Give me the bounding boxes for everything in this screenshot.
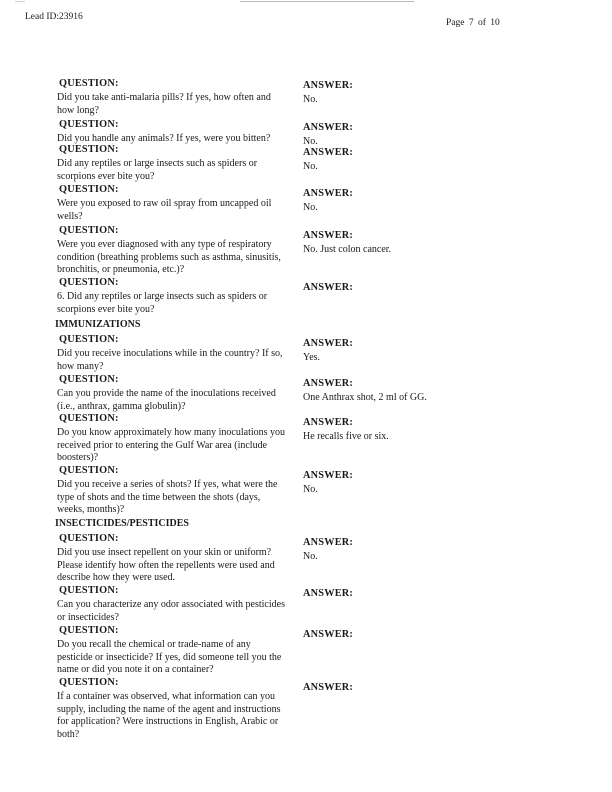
- answer-label: ANSWER:: [303, 588, 354, 599]
- answer-label: ANSWER:: [303, 378, 354, 389]
- answer-block: [303, 80, 503, 107]
- question-block: [57, 225, 287, 277]
- answer-label: ANSWER:: [303, 147, 354, 158]
- question-block: [57, 465, 287, 517]
- answer-label: ANSWER:: [303, 470, 354, 481]
- question-label: QUESTION:: [59, 334, 119, 345]
- answer-block: [303, 537, 503, 564]
- question-block: [57, 533, 287, 585]
- question-block: [57, 413, 287, 465]
- question-text: Did you handle any animals? If yes, were you bitten?: [57, 133, 271, 145]
- question-label: QUESTION:: [59, 119, 119, 130]
- question-label: QUESTION:: [59, 78, 119, 89]
- answer-block: [303, 417, 503, 444]
- section-heading-insecticides: INSECTICIDES/PESTICIDES: [55, 518, 189, 529]
- answer-text: He recalls five or six.: [303, 431, 389, 443]
- question-block: [57, 677, 287, 741]
- question-label: QUESTION:: [59, 144, 119, 155]
- answer-block: [303, 629, 503, 643]
- question-label: QUESTION:: [59, 465, 119, 476]
- scan-artifact-line: [240, 1, 414, 2]
- answer-block: [303, 682, 503, 696]
- question-text: Did you receive inoculations while in the country? If so, how many?: [57, 348, 283, 372]
- question-block: [57, 585, 287, 624]
- question-label: QUESTION:: [59, 413, 119, 424]
- answer-text: No.: [303, 551, 318, 563]
- answer-label: ANSWER:: [303, 188, 354, 199]
- question-block: [57, 374, 287, 413]
- lead-id: Lead ID:23916: [25, 12, 83, 22]
- question-text: Do you know approximately how many inoculations you received prior to entering the Gulf War area (include boosters)?: [57, 427, 286, 464]
- section-heading-immunizations: IMMUNIZATIONS: [55, 319, 141, 330]
- scan-artifact-mark: [15, 1, 25, 2]
- question-text: Did you take anti-malaria pills? If yes, how often and how long?: [57, 92, 271, 116]
- question-block: [57, 277, 287, 316]
- answer-block: [303, 147, 503, 174]
- question-label: QUESTION:: [59, 585, 119, 596]
- answer-text: No.: [303, 484, 318, 496]
- answer-text: No.: [303, 161, 318, 173]
- answer-text: One Anthrax shot, 2 ml of GG.: [303, 392, 427, 404]
- question-text: Did you receive a series of shots? If yes, what were the type of shots and the time between the shots (days, weeks, months)?: [57, 479, 278, 516]
- answer-block: [303, 338, 503, 365]
- question-text: Can you characterize any odor associated with pesticides or insecticides?: [57, 599, 285, 623]
- answer-text: No.: [303, 202, 318, 214]
- answer-label: ANSWER:: [303, 230, 354, 241]
- answer-block: [303, 122, 503, 149]
- answer-block: [303, 470, 503, 497]
- question-block: [57, 119, 287, 146]
- answer-text: No.: [303, 136, 318, 148]
- page-number: Page 7 of 10: [446, 18, 500, 28]
- question-text: Do you recall the chemical or trade-name of any pesticide or insecticide? If yes, did someone tell you the name or did you note it on a container?: [57, 639, 282, 676]
- question-block: [57, 144, 287, 183]
- answer-block: [303, 230, 503, 257]
- question-text: Were you ever diagnosed with any type of respiratory condition (breathing problems such as asthma, sinusitis, bronchitis, or pneumonia, etc.)?: [57, 239, 281, 276]
- question-text: Can you provide the name of the inoculations received (i.e., anthrax, gamma globulin)?: [57, 388, 276, 412]
- answer-label: ANSWER:: [303, 282, 354, 293]
- question-label: QUESTION:: [59, 184, 119, 195]
- question-text: 6. Did any reptiles or large insects such as spiders or scorpions ever bite you?: [57, 291, 268, 315]
- question-label: QUESTION:: [59, 533, 119, 544]
- question-block: [57, 184, 287, 223]
- question-block: [57, 334, 287, 373]
- question-block: [57, 78, 287, 117]
- answer-text: No. Just colon cancer.: [303, 244, 392, 256]
- answer-label: ANSWER:: [303, 629, 354, 640]
- answer-block: [303, 588, 503, 602]
- question-label: QUESTION:: [59, 677, 119, 688]
- question-text: Did any reptiles or large insects such as spiders or scorpions ever bite you?: [57, 158, 258, 182]
- answer-block: [303, 282, 503, 296]
- question-label: QUESTION:: [59, 374, 119, 385]
- question-text: Were you exposed to raw oil spray from uncapped oil wells?: [57, 198, 272, 222]
- question-label: QUESTION:: [59, 225, 119, 236]
- question-block: [57, 625, 287, 677]
- answer-label: ANSWER:: [303, 417, 354, 428]
- question-text: If a container was observed, what information can you supply, including the name of the agent and instructions for application? Were instructions in English, Arabic or both?: [57, 691, 281, 740]
- answer-text: Yes.: [303, 352, 321, 364]
- question-label: QUESTION:: [59, 625, 119, 636]
- answer-block: [303, 378, 503, 405]
- answer-label: ANSWER:: [303, 338, 354, 349]
- question-label: QUESTION:: [59, 277, 119, 288]
- answer-block: [303, 188, 503, 215]
- answer-label: ANSWER:: [303, 682, 354, 693]
- question-text: Did you use insect repellent on your skin or uniform? Please identify how often the repellents were used and describe how they were used.: [57, 547, 275, 584]
- answer-text: No.: [303, 94, 318, 106]
- answer-label: ANSWER:: [303, 80, 354, 91]
- answer-label: ANSWER:: [303, 537, 354, 548]
- answer-label: ANSWER:: [303, 122, 354, 133]
